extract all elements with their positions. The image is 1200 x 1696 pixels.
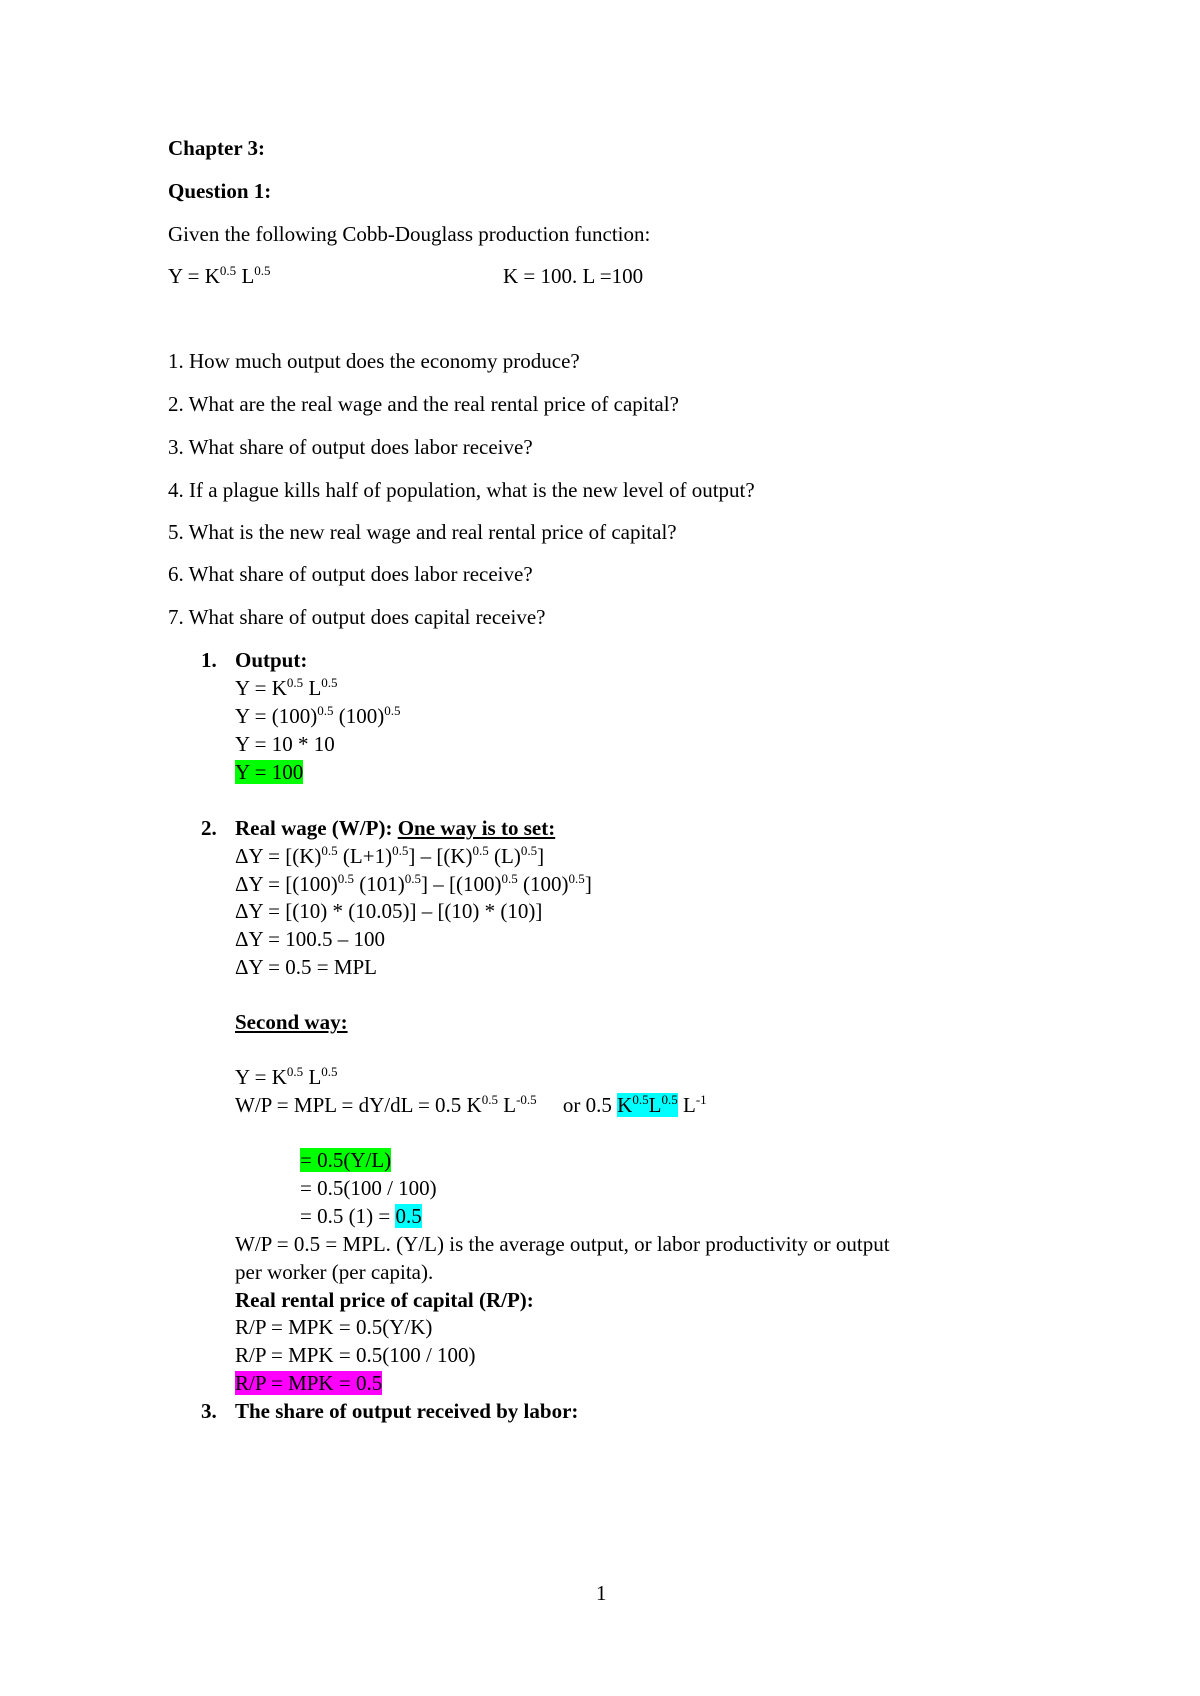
- question-item: 5. What is the new real wage and real rental price of capital?: [168, 520, 677, 544]
- page-number: 1: [596, 1581, 607, 1605]
- intro-text: Given the following Cobb-Douglass production function:: [168, 222, 651, 246]
- given-values: K = 100. L =100: [503, 264, 644, 288]
- equation-result: [235, 762, 303, 783]
- equation-result: [300, 1150, 391, 1171]
- answer-number: 1.: [201, 648, 217, 672]
- answer-title: Real wage (W/P): One way is to set:: [235, 816, 556, 840]
- equation-line: $\Delta Y = [(K)^{0.5}$ $(L+1)^{0.5}] - [(K)^{0.5}$ $(L)^{0.5}$]: [235, 843, 545, 868]
- equation-line: ΔY = 0.5 = MPL: [235, 955, 378, 979]
- answer-number: 2.: [201, 816, 217, 840]
- question-item: 1. How much output does the economy produce?: [168, 349, 580, 373]
- highlighted-result: = 0.5(Y/L): [300, 1148, 392, 1172]
- question-item: 7. What share of output does capital receive?: [168, 605, 546, 629]
- explanation-text: per worker (per capita).: [235, 1260, 434, 1284]
- equation-line: $Y = K^{0.5}$ $L^{0.5}$: [235, 675, 338, 700]
- highlighted-result: R/P = MPK = 0.5: [235, 1371, 383, 1395]
- chapter-heading: Chapter 3:: [168, 136, 266, 160]
- question-item: 2. What are the real wage and the real rental price of capital?: [168, 392, 679, 416]
- equation-line: W/P = MPL = dY/dL = 0.5 $K^{0.5}$ $L^{-0.5}$ or 0.5 $K^{0.5}L^{0.5}$ $L^{-1}$: [235, 1092, 707, 1117]
- equation-line: = 0.5 (1) = 0.5: [300, 1204, 422, 1228]
- production-function: $Y = K^{0.5}$ $L^{0.5}$: [168, 263, 271, 288]
- answer-number: 3.: [201, 1399, 217, 1423]
- explanation-text: W/P = 0.5 = MPL. (Y/L) is the average output, or labor productivity or output: [235, 1232, 890, 1256]
- question-item: 4. If a plague kills half of population, what is the new level of output?: [168, 478, 755, 502]
- equation-line: $\Delta Y = [(100)^{0.5}$ $(101)^{0.5}] - [(100)^{0.5}$ $(100)^{0.5}$]: [235, 871, 592, 896]
- highlighted-result: 0.5: [395, 1204, 422, 1228]
- equation-line: $Y = (100)^{0.5}$ $(100)^{0.5}$: [235, 703, 401, 728]
- subheading: Real rental price of capital (R/P):: [235, 1288, 534, 1312]
- answer-title: The share of output received by labor:: [235, 1399, 579, 1423]
- method-heading: Second way:: [235, 1010, 348, 1034]
- question-item: 3. What share of output does labor receive?: [168, 435, 533, 459]
- method-heading: One way is to set:: [397, 816, 556, 840]
- highlighted-result: Y = 100: [235, 760, 304, 784]
- equation-line: Y = 10 * 10: [235, 732, 335, 756]
- equation-line: R/P = MPK = 0.5(Y/K): [235, 1315, 433, 1339]
- equation-line: R/P = MPK = 0.5(100 / 100): [235, 1343, 476, 1367]
- equation-line: ΔY = 100.5 – 100: [235, 927, 385, 951]
- question-heading: Question 1:: [168, 179, 272, 203]
- highlighted-term: $K^{0.5}L^{0.5}$: [617, 1092, 678, 1117]
- equation-line: = 0.5(100 / 100): [300, 1176, 437, 1200]
- equation-result: [235, 1373, 382, 1394]
- equation-line: ΔY = [(10) * (10.05)] – [(10) * (10)]: [235, 899, 543, 923]
- equation-line: $Y = K^{0.5}$ $L^{0.5}$: [235, 1064, 338, 1089]
- answer-title: Output:: [235, 648, 308, 672]
- question-item: 6. What share of output does labor receive?: [168, 562, 533, 586]
